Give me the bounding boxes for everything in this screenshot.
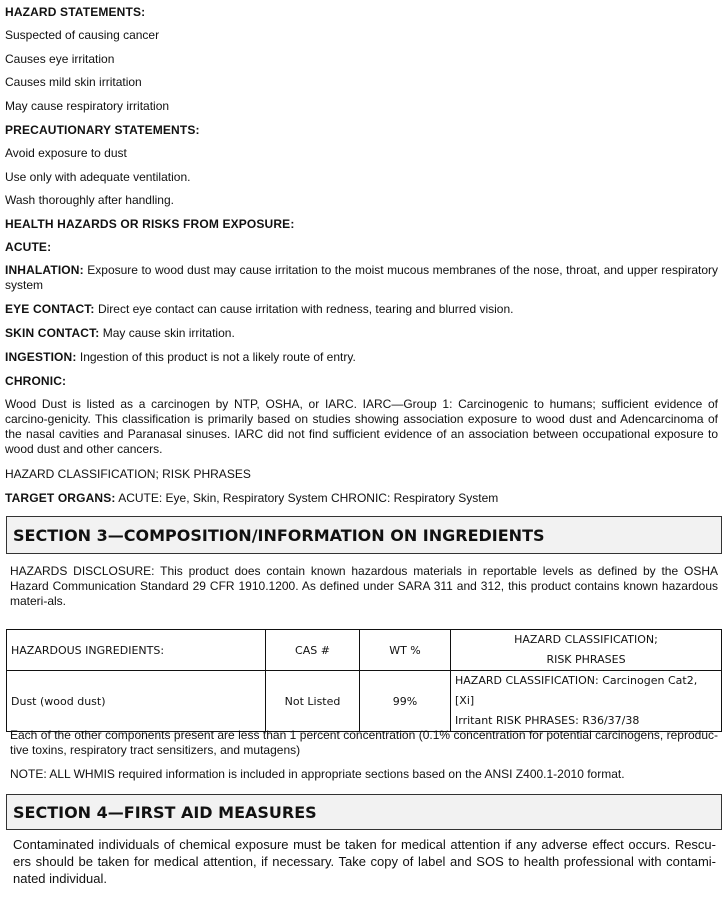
classification-cell: [451, 671, 722, 732]
chronic-paragraph: Wood Dust is listed as a carcinogen by NTP, OSHA, or IARC. IARC—Group 1: Carcinogenic to humans; sufficient evidence of carcino-genicity. This classification is primarily based on studies showing association exposure to wood dust and Adencarcinoma of the nasal cavities and Paranasal sinuses. IARC did not find sufficient evidence of an association between occupational exposure to wood dust and other cancers.: [5, 397, 718, 456]
inhalation-label: INHALATION:: [5, 263, 84, 277]
health-hazards-heading: HEALTH HAZARDS OR RISKS FROM EXPOSURE:: [5, 217, 295, 231]
skin-contact-text: May cause skin irritation.: [102, 326, 235, 340]
target-organs-line: [5, 491, 498, 505]
wt-cell: 99%: [360, 671, 451, 732]
chronic-heading: CHRONIC:: [5, 374, 67, 388]
precautionary-statement-item: Avoid exposure to dust: [5, 146, 127, 160]
eye-contact-label: EYE CONTACT:: [5, 302, 95, 316]
hazard-statement-item: May cause respiratory irritation: [5, 99, 170, 113]
table-header-row: [7, 630, 722, 671]
target-organs-text: ACUTE: Eye, Skin, Respiratory System CHRONIC: Respiratory System: [118, 491, 499, 505]
header-classification-line1: HAZARD CLASSIFICATION;: [514, 633, 658, 646]
header-cas: CAS #: [266, 630, 360, 671]
skin-contact-label: SKIN CONTACT:: [5, 326, 100, 340]
whmis-note: NOTE: ALL WHMIS required information is included in appropriate sections based on the ANSI Z400.1-2010 format.: [10, 767, 625, 781]
hazard-statement-item: Suspected of causing cancer: [5, 28, 160, 42]
target-organs-label: TARGET ORGANS:: [5, 491, 116, 505]
ingestion-paragraph: [5, 350, 356, 364]
inhalation-text: Exposure to wood dust may cause irritation to the moist mucous membranes of the nose, throat, and upper respiratory system: [5, 263, 718, 292]
hazard-statements-heading: HAZARD STATEMENTS:: [5, 5, 146, 19]
components-note: Each of the other components present are less than 1 percent concentration (0.1% concentration for potential carcinogens, reproduc-tive toxins, respiratory tract sensitizers, and mutagens): [10, 728, 718, 757]
cas-cell: Not Listed: [266, 671, 360, 732]
hazards-disclosure: HAZARDS DISCLOSURE: This product does contain known hazardous materials in reportable levels as defined by the OSHA Hazard Communication Standard 29 CFR 1910.1200. As defined under SARA 311 and 312, this product contains known hazardous materi-als.: [10, 564, 718, 608]
inhalation-paragraph: [5, 263, 718, 293]
precautionary-statement-item: Use only with adequate ventilation.: [5, 170, 191, 184]
acute-heading: ACUTE:: [5, 240, 52, 254]
header-classification: [451, 630, 722, 671]
hazard-statement-item: Causes mild skin irritation: [5, 75, 142, 89]
classification-cell-line1: HAZARD CLASSIFICATION: Carcinogen Cat2, [Xi]: [455, 674, 698, 707]
skin-contact-paragraph: [5, 326, 235, 340]
first-aid-text: Contaminated individuals of chemical exposure must be taken for medical attention if any adverse effect occurs. Rescu-ers should be taken for medical attention, if necessary. Take copy of label and SOS to health professional with contami-nated individual.: [13, 837, 716, 886]
classification-cell-line2: Irritant RISK PHRASES: R36/37/38: [455, 714, 640, 727]
header-wt: WT %: [360, 630, 451, 671]
ingestion-label: INGESTION:: [5, 350, 77, 364]
section4-title: SECTION 4—FIRST AID MEASURES: [6, 794, 722, 830]
eye-contact-text: Direct eye contact can cause irritation with redness, tearing and blurred vision.: [97, 302, 514, 316]
precautionary-statement-item: Wash thoroughly after handling.: [5, 193, 174, 207]
classification-line: HAZARD CLASSIFICATION; RISK PHRASES: [5, 467, 251, 481]
header-classification-line2: RISK PHRASES: [546, 653, 626, 666]
table-row: [7, 671, 722, 732]
header-ingredients: HAZARDOUS INGREDIENTS:: [7, 630, 266, 671]
ingestion-text: Ingestion of this product is not a likely route of entry.: [79, 350, 356, 364]
ingredients-table: [6, 629, 722, 732]
precautionary-statements-heading: PRECAUTIONARY STATEMENTS:: [5, 123, 200, 137]
ingredient-cell: Dust (wood dust): [7, 671, 266, 732]
eye-contact-paragraph: [5, 302, 513, 316]
section3-title: SECTION 3—COMPOSITION/INFORMATION ON INGREDIENTS: [6, 516, 722, 554]
hazard-statement-item: Causes eye irritation: [5, 52, 115, 66]
